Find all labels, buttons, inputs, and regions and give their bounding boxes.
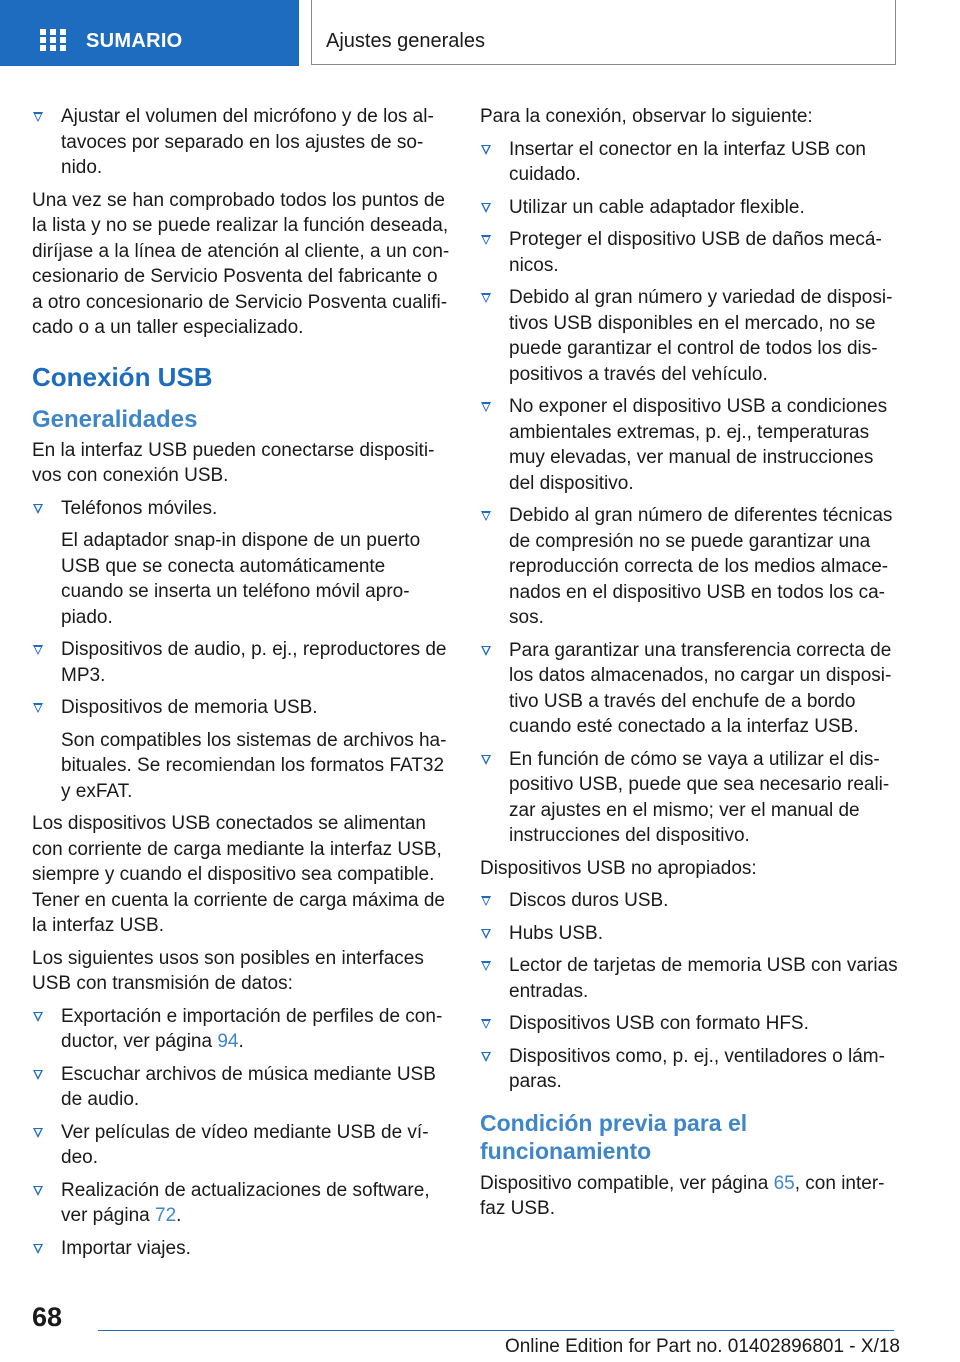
- list-item: Utilizar un cable adaptador flexible.: [480, 195, 900, 221]
- triangle-bullet-icon: [481, 755, 491, 765]
- paragraph: Dispositivos USB no apropiados:: [480, 857, 757, 879]
- paragraph: Los siguientes usos son posibles en interfaces USB con transmisión de datos:: [32, 947, 424, 994]
- triangle-bullet-icon: [33, 1012, 43, 1022]
- triangle-bullet-icon: [481, 402, 491, 412]
- page-number: 68: [32, 1302, 63, 1332]
- list-item: Escuchar archivos de música mediante USB de audio.: [32, 1062, 450, 1113]
- triangle-bullet-icon: [33, 645, 43, 655]
- toc-button[interactable]: [0, 0, 299, 66]
- subsection-heading: Condición previa para el funcionamiento: [480, 1109, 748, 1164]
- list-item: Ajustar el volumen del micrófono y de los altavoces por separado en los ajustes de sonido.: [32, 104, 450, 181]
- subsection-heading: Generalidades: [32, 405, 198, 433]
- triangle-bullet-icon: [33, 1244, 43, 1254]
- toc-label: SUMARIO: [86, 30, 183, 52]
- list-item: Ver películas de vídeo mediante USB de vídeo.: [32, 1120, 450, 1171]
- intro-list: [32, 104, 450, 181]
- unsuitable-list: [480, 888, 900, 1095]
- triangle-bullet-icon: [481, 929, 491, 939]
- list-item: En función de cómo se vaya a utilizar el dispositivo USB, puede que sea necesario realizar ajustes en el mismo; ver el manual de instrucciones del dispositivo.: [480, 747, 900, 849]
- list-item: Importar viajes.: [32, 1236, 450, 1262]
- list-item: Para garantizar una transferencia correcta de los datos almacenados, no cargar un dispositivo USB a través del enchufe de a bordo cuando esté conectado a la interfaz USB.: [480, 638, 900, 740]
- list-item: Debido al gran número de diferentes técnicas de compresión no se puede garantizar una reproducción correcta de los medios almacenados en el dispositivo USB en todos los casos.: [480, 503, 900, 631]
- list-item: Exportación e importación de perfiles de conductor, ver página 94.: [32, 1004, 450, 1055]
- triangle-bullet-icon: [33, 1186, 43, 1196]
- page-link[interactable]: 94: [217, 1031, 239, 1052]
- triangle-bullet-icon: [481, 1052, 491, 1062]
- list-item: Insertar el conector en la interfaz USB con cuidado.: [480, 137, 900, 188]
- triangle-bullet-icon: [33, 1070, 43, 1080]
- triangle-bullet-icon: [481, 1019, 491, 1029]
- page-link[interactable]: 72: [155, 1205, 177, 1226]
- list-item: Dispositivos como, p. ej., ventiladores o lámparas.: [480, 1044, 900, 1095]
- triangle-bullet-icon: [481, 896, 491, 906]
- connection-list: [480, 137, 900, 849]
- list-item: Dispositivos de audio, p. ej., reproductores de MP3.: [32, 637, 450, 688]
- triangle-bullet-icon: [481, 203, 491, 213]
- paragraph: En la interfaz USB pueden conectarse dispositivos con conexión USB.: [32, 439, 435, 486]
- left-column: [32, 104, 450, 1268]
- page-header: [0, 0, 960, 66]
- list-item: No exponer el dispositivo USB a condiciones ambientales extremas, p. ej., temperaturas muy elevadas, ver manual de instrucciones del dispositivo.: [480, 394, 900, 496]
- triangle-bullet-icon: [481, 145, 491, 155]
- list-item: Teléfonos móviles. El adaptador snap-in dispone de un puerto USB que se conecta automáticamente cuando se inserta un teléfono móvil apropiado.: [32, 496, 450, 631]
- triangle-bullet-icon: [481, 961, 491, 971]
- edition-footer: Online Edition for Part no. 01402896801 - X/18: [504, 1336, 900, 1357]
- right-column: [480, 104, 900, 1229]
- list-item: Dispositivos USB con formato HFS.: [480, 1011, 900, 1037]
- paragraph: Dispositivo compatible, ver página 65, con interfaz USB.: [480, 1172, 885, 1219]
- paragraph: Los dispositivos USB conectados se alimentan con corriente de carga mediante la interfaz USB, siempre y cuando el dispositivo sea compatible. Tener en cuenta la corriente de carga máxima de la interfaz USB.: [32, 813, 445, 936]
- list-item: Realización de actualizaciones de software, ver página 72.: [32, 1178, 450, 1229]
- grid-icon: [40, 29, 66, 51]
- triangle-bullet-icon: [33, 1128, 43, 1138]
- triangle-bullet-icon: [33, 703, 43, 713]
- section-heading: Conexión USB: [32, 361, 213, 392]
- list-item: Discos duros USB.: [480, 888, 900, 914]
- device-list: [32, 496, 450, 805]
- triangle-bullet-icon: [481, 293, 491, 303]
- paragraph: Una vez se han comprobado todos los puntos de la lista y no se puede realizar la función deseada, diríjase a la línea de atención al cliente, a un concesionario de Servicio Posventa del fabricante o a otro concesionario de Servicio Posventa cualificado o a un taller especializado.: [32, 189, 450, 338]
- triangle-bullet-icon: [481, 511, 491, 521]
- list-item: Hubs USB.: [480, 921, 900, 947]
- paragraph: Para la conexión, observar lo siguiente:: [480, 106, 813, 127]
- chapter-title-box: [311, 0, 896, 65]
- triangle-bullet-icon: [481, 235, 491, 245]
- triangle-bullet-icon: [481, 646, 491, 656]
- list-item: Dispositivos de memoria USB. Son compatibles los sistemas de archivos habituales. Se recomiendan los formatos FAT32 y exFAT.: [32, 695, 450, 804]
- list-item: Debido al gran número y variedad de dispositivos USB disponibles en el mercado, no se puede garantizar el control de todos los dispositivos a través del vehículo.: [480, 285, 900, 387]
- list-item: Proteger el dispositivo USB de daños mecánicos.: [480, 227, 900, 278]
- list-item: Lector de tarjetas de memoria USB con varias entradas.: [480, 953, 900, 1004]
- uses-list: [32, 1004, 450, 1262]
- chapter-title: Ajustes generales: [326, 30, 485, 52]
- footer-divider: [98, 1330, 894, 1331]
- triangle-bullet-icon: [33, 504, 43, 514]
- page-link[interactable]: 65: [773, 1172, 795, 1194]
- triangle-bullet-icon: [33, 112, 43, 122]
